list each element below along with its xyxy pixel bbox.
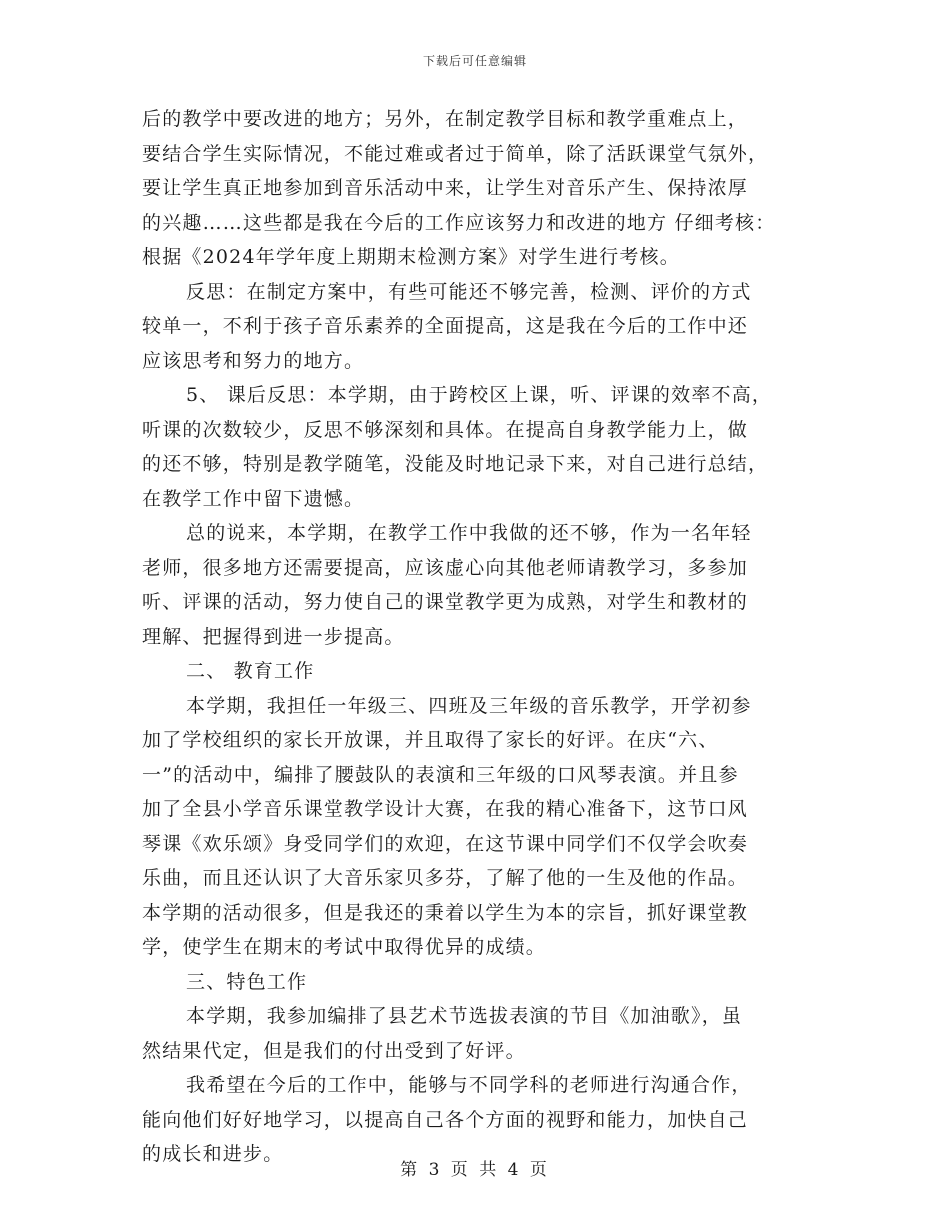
text-line: 三、特色工作: [186, 970, 308, 993]
text-line: 本学期，我担任一年级三、四班及三年级的音乐教学，开学初参: [186, 694, 752, 717]
page-header: 下载后可任意编辑: [422, 54, 527, 68]
text-line: 加了全县小学音乐课堂教学设计大赛，在我的精心准备下，这节口风: [142, 798, 749, 820]
text-line: 后的教学中要改进的地方；另外，在制定教学目标和教学重难点上，: [142, 108, 749, 130]
text-line: 根据《2024年学年度上期期末检测方案》对学生进行考核。: [142, 246, 680, 268]
text-line: 老师，很多地方还需要提高，应该虚心向其他老师请教学习，多参加: [142, 556, 749, 579]
text-line: 理解、把握得到进一步提高。: [142, 625, 405, 648]
text-line: 然结果代定，但是我们的付出受到了好评。: [142, 1039, 526, 1062]
page-footer: 第 3 页 共 4 页: [400, 1160, 550, 1180]
text-line: 的还不够，特别是教学随笔，没能及时地记录下来，对自己进行总结，: [142, 453, 769, 475]
text-line: 加了学校组织的家长开放课，并且取得了家长的好评。在庆“六、: [142, 729, 719, 751]
text-line: 要结合学生实际情况，不能过难或者过于简单，除了活跃课堂气氛外，: [142, 142, 769, 165]
text-line: 要让学生真正地参加到音乐活动中来，让学生对音乐产生、保持浓厚: [142, 177, 749, 199]
body-text: [142, 102, 812, 1172]
text-line: 应该思考和努力的地方。: [142, 349, 365, 372]
text-line: 反思：在制定方案中，有些可能还不够完善，检测、评价的方式: [186, 280, 752, 303]
text-line: 总的说来，本学期，在教学工作中我做的还不够，作为一名年轻: [186, 522, 752, 544]
text-line: 在教学工作中留下遗憾。: [142, 487, 365, 510]
text-line: 乐曲，而且还认识了大音乐家贝多芬，了解了他的一生及他的作品。: [142, 867, 749, 889]
text-line: 能向他们好好地学习，以提高自己各个方面的视野和能力，加快自己: [142, 1108, 749, 1131]
text-line: 较单一，不利于孩子音乐素养的全面提高，这是我在今后的工作中还: [142, 315, 749, 337]
text-line: 一”的活动中，编排了腰鼓队的表演和三年级的口风琴表演。并且参: [142, 763, 739, 786]
text-line: 5、 课后反思：本学期，由于跨校区上课，听、评课的效率不高，: [186, 384, 773, 406]
text-line: 二、 教育工作: [186, 660, 315, 682]
text-line: 我希望在今后的工作中，能够与不同学科的老师进行沟通合作，: [186, 1074, 752, 1096]
text-line: 的兴趣……这些都是我在今后的工作应该努力和改进的地方 仔细考核：: [142, 211, 776, 234]
text-line: 本学期，我参加编排了县艺术节选拔表演的节目《加油歌》，虽: [186, 1005, 743, 1027]
text-line: 琴课《欢乐颂》身受同学们的欢迎，在这节课中同学们不仅学会吹奏: [142, 832, 749, 855]
text-line: 听、评课的活动，努力使自己的课堂教学更为成熟，对学生和教材的: [142, 591, 749, 613]
text-line: 本学期的活动很多，但是我还的秉着以学生为本的宗旨，抓好课堂教: [142, 901, 749, 924]
text-line: 学，使学生在期末的考试中取得优异的成绩。: [142, 936, 547, 958]
text-line: 听课的次数较少，反思不够深刻和具体。在提高自身教学能力上，做: [142, 418, 749, 441]
text-line: 的成长和进步。: [142, 1143, 284, 1165]
